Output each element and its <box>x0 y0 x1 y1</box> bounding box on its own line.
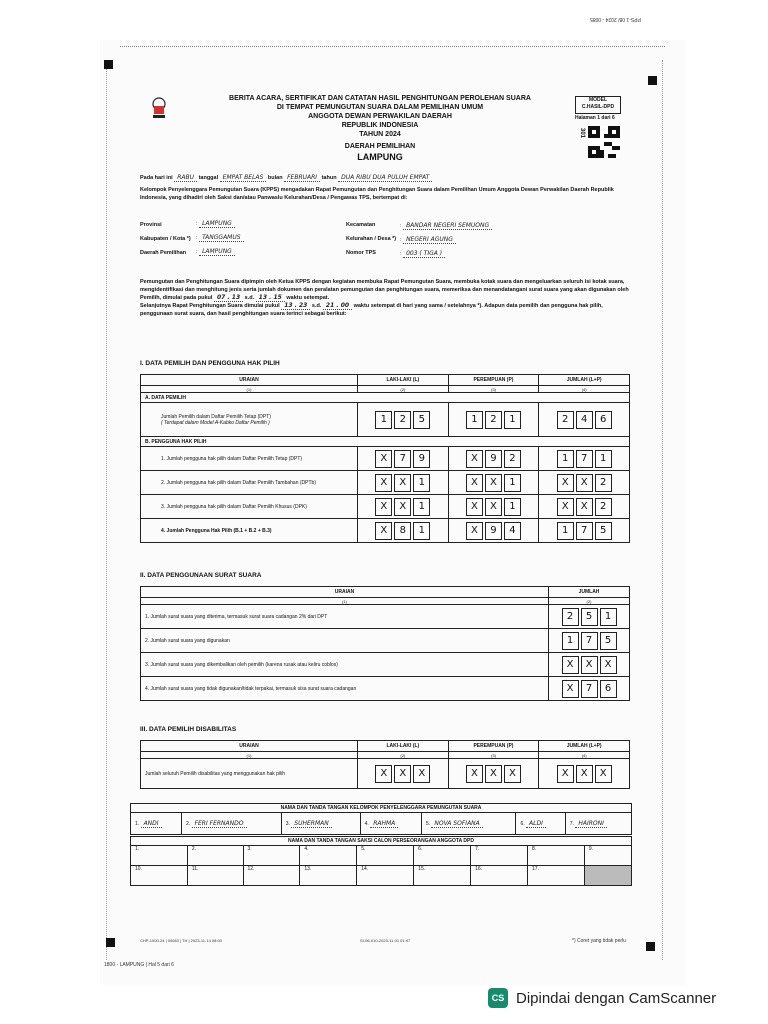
cell-p <box>448 447 539 471</box>
digit-box[interactable]: X <box>562 680 579 698</box>
signature-cell[interactable] <box>421 813 516 835</box>
row-label: Jumlah seluruh Pemilih disabilitas yang menggunakan hak pilih <box>141 759 358 789</box>
signature-cell[interactable]: 7. <box>471 846 528 866</box>
tps-value: 003 ( TIGA ) <box>403 250 445 258</box>
signature-cell[interactable]: 16. <box>471 866 528 886</box>
digit-box[interactable]: X <box>576 765 593 783</box>
digit-box[interactable]: 1 <box>504 474 521 492</box>
row-label: 2. Jumlah surat suara yang digunakan <box>141 629 549 653</box>
section3-title: III. DATA PEMILIH DISABILITAS <box>140 726 237 733</box>
digit-box[interactable]: 8 <box>394 522 411 540</box>
digit-box[interactable]: 9 <box>485 450 502 468</box>
bulan-value: FEBRUARI <box>284 174 320 182</box>
col-header: URAIAN <box>141 587 549 598</box>
sig-name: HAIRONI <box>575 820 607 828</box>
col-header: URAIAN <box>141 375 358 386</box>
table-row <box>141 447 630 471</box>
provinsi-value: LAMPUNG <box>199 220 235 228</box>
digit-box[interactable]: X <box>394 498 411 516</box>
digit-box[interactable]: X <box>562 656 579 674</box>
sig-name: NOVA SOFIANA <box>431 820 482 828</box>
form-title <box>200 94 560 163</box>
jam2-mulai: 13 . 23 <box>281 302 310 310</box>
section2-title: II. DATA PENGGUNAAN SURAT SUARA <box>140 572 262 579</box>
row-label: 4. Jumlah surat suara yang tidak digunakan/tidak terpakai, termasuk sisa surat suara cadangan <box>141 677 549 701</box>
text: s.d. <box>311 303 322 309</box>
cell-p <box>448 495 539 519</box>
body-paragraph <box>140 278 630 318</box>
corner-marker <box>104 60 113 69</box>
table-row <box>141 759 630 789</box>
digit-box[interactable]: 1 <box>562 632 579 650</box>
sig-number: 5. <box>425 821 430 827</box>
digit-box[interactable]: X <box>576 498 593 516</box>
corner-marker <box>106 938 115 947</box>
signature-cell-disabled <box>584 866 631 886</box>
digit-box[interactable]: X <box>375 498 392 516</box>
digit-box[interactable]: 1 <box>504 411 521 429</box>
corner-marker <box>646 942 655 951</box>
digit-box[interactable]: 1 <box>504 498 521 516</box>
digit-box[interactable]: X <box>595 765 612 783</box>
col-number: (4) <box>539 386 630 393</box>
kecamatan-label: Kecamatan <box>346 222 376 228</box>
digit-box[interactable]: 7 <box>576 522 593 540</box>
table-row <box>141 677 630 701</box>
cell-j <box>539 519 630 543</box>
section1-title: I. DATA PEMILIH DAN PENGGUNA HAK PILIH <box>140 360 280 367</box>
digit-box[interactable]: 1 <box>413 498 430 516</box>
col-number: (1) <box>141 386 358 393</box>
digit-box[interactable]: 4 <box>576 411 593 429</box>
digit-box[interactable]: X <box>375 522 392 540</box>
cell-j <box>539 447 630 471</box>
label: tahun <box>321 175 337 181</box>
digit-box[interactable]: X <box>485 765 502 783</box>
table-row <box>141 495 630 519</box>
table-row <box>141 605 630 629</box>
camscanner-logo-icon: CS <box>488 988 508 1008</box>
qr-code-icon <box>588 126 620 158</box>
col-header: LAKI-LAKI (L) <box>358 375 449 386</box>
signature-title: NAMA DAN TANDA TANGAN SAKSI CALON PERSEORANGAN ANGGOTA DPD <box>131 837 632 846</box>
digit-box[interactable]: X <box>557 474 574 492</box>
sig-name: ALDI <box>526 820 546 828</box>
signature-cell[interactable]: 5. <box>357 846 414 866</box>
col-header: JUMLAH (L+P) <box>539 741 630 752</box>
top-code: PPS-1 08/ 2024 - 0085 <box>590 16 641 22</box>
text: waktu setempat di hari yang sama / setelahnya *). Adapun data pemilih dan pengguna hak pilih, penggunaan surat suara, dan hasil penghitungan suara terinci sebagai berikut: <box>140 303 603 317</box>
digit-box[interactable]: X <box>485 474 502 492</box>
title-line: REPUBLIK INDONESIA <box>341 122 419 129</box>
intro-paragraph: Kelompok Penyelenggara Pemungutan Suara (KPPS) mengadakan Rapat Pemungutan dan Penghitungan Suara dalam Pemilihan Umum Anggota Dewan Perwakilan Daerah Republik Indonesia, yang dihadiri oleh Saksi dan/atau Panwaslu Kelurahan/Desa / Pengawas TPS, bertempat di: <box>140 187 614 201</box>
kecamatan-field: : BANDAR NEGERI SEMUONG <box>400 222 492 229</box>
tps-label: Nomor TPS <box>346 250 376 256</box>
dapil-field: : LAMPUNG <box>196 248 235 255</box>
sig-number: 2. <box>186 821 191 827</box>
cell-j <box>539 759 630 789</box>
digit-box[interactable]: X <box>466 522 483 540</box>
kabkota-value: TANGGAMUS <box>199 234 244 242</box>
signature-cell[interactable] <box>182 813 282 835</box>
col-number: (3) <box>448 386 539 393</box>
digit-box[interactable]: 7 <box>576 450 593 468</box>
cell-jumlah <box>549 629 630 653</box>
signature-cell[interactable]: 9. <box>584 846 631 866</box>
col-number: (1) <box>141 752 358 759</box>
digit-box[interactable]: X <box>375 765 392 783</box>
col-number: (2) <box>549 598 630 605</box>
digit-box[interactable]: 9 <box>413 450 430 468</box>
signature-row <box>131 866 632 886</box>
signature-cell[interactable]: 12. <box>243 866 300 886</box>
provinsi-field: : LAMPUNG <box>196 220 235 227</box>
digit-box[interactable]: 7 <box>581 680 598 698</box>
digit-box[interactable]: 4 <box>504 522 521 540</box>
footer-mid-code: SI-06-010-2023-11-01 01:47 <box>360 938 411 943</box>
date-line <box>140 174 630 182</box>
digit-box[interactable]: 5 <box>413 411 430 429</box>
kelurahan-value: NEGERI AGUNG <box>403 236 456 244</box>
title-line: ANGGOTA DEWAN PERWAKILAN DAERAH <box>308 113 452 120</box>
text: waktu setempat. <box>286 295 330 301</box>
kpps-signature-table <box>130 803 632 835</box>
digit-box[interactable]: 2 <box>595 498 612 516</box>
table-row <box>141 629 630 653</box>
col-number: (1) <box>141 598 549 605</box>
dapil-value: LAMPUNG <box>199 248 235 256</box>
digit-box[interactable]: 5 <box>600 632 617 650</box>
signature-cell[interactable]: 6. <box>414 846 471 866</box>
signature-cell[interactable] <box>281 813 360 835</box>
digit-box[interactable]: 6 <box>600 680 617 698</box>
row-label <box>141 403 358 437</box>
cell-l <box>358 495 449 519</box>
sig-name: SUHERMAN <box>291 820 331 828</box>
signature-cell[interactable]: 2. <box>187 846 243 866</box>
signature-cell[interactable] <box>565 813 631 835</box>
cut-line-top <box>120 46 665 47</box>
row-label: 1. Jumlah pengguna hak pilih dalam Daftar Pemilih Tetap (DPT) <box>141 447 358 471</box>
signature-cell[interactable] <box>131 813 182 835</box>
cell-l <box>358 471 449 495</box>
digit-box[interactable]: X <box>466 450 483 468</box>
provinsi-label: Provinsi <box>140 222 162 228</box>
digit-box[interactable]: 1 <box>413 474 430 492</box>
digit-box[interactable]: X <box>375 450 392 468</box>
digit-box[interactable]: X <box>375 474 392 492</box>
digit-box[interactable]: X <box>466 498 483 516</box>
signature-cell[interactable]: 3. <box>243 846 300 866</box>
digit-box[interactable]: 9 <box>485 522 502 540</box>
digit-box[interactable]: 1 <box>557 522 574 540</box>
cell-l <box>358 519 449 543</box>
digit-box[interactable]: X <box>466 765 483 783</box>
digit-box[interactable]: 1 <box>595 450 612 468</box>
digit-box[interactable]: X <box>485 498 502 516</box>
kabkota-field: : TANGGAMUS <box>196 234 244 241</box>
group-label: A. DATA PEMILIH <box>141 393 630 403</box>
col-number: (2) <box>358 386 449 393</box>
text: Pemungutan dan Penghitungan Suara dipimpin oleh Ketua KPPS dengan kegiatan membuka Rapat Pemungutan Suara, membuka kotak suara dan mengeluarkan seluruh isi kotak suara, mengidentifikasi dan menghitung jenis serta jumlah dokumen dan peralatan pemungutan dan penghitungan suara, memeriksa dan menandatangani surat suara yang akan digunakan oleh Pemilih, dimulai pada pukul <box>140 279 629 301</box>
digit-box[interactable]: 2 <box>504 450 521 468</box>
signature-cell[interactable] <box>516 813 565 835</box>
cell-jumlah <box>549 605 630 629</box>
digit-box[interactable]: 7 <box>581 632 598 650</box>
text: Selanjutnya Rapat Penghitungan Suara dimulai pukul <box>140 303 280 309</box>
title-line: DI TEMPAT PEMUNGUTAN SUARA DALAM PEMILIHAN UMUM <box>276 104 484 111</box>
digit-box[interactable]: 1 <box>600 608 617 626</box>
kelurahan-label: Kelurahan / Desa *) <box>346 236 397 242</box>
row-label: 3. Jumlah pengguna hak pilih dalam Daftar Pemilih Khusus (DPK) <box>141 495 358 519</box>
row-label: 2. Jumlah pengguna hak pilih dalam Daftar Pemilih Tambahan (DPTb) <box>141 471 358 495</box>
sig-number: 4. <box>364 821 369 827</box>
sig-name: FERI FERNANDO <box>192 820 247 828</box>
signature-cell[interactable] <box>360 813 421 835</box>
sig-number: 3. <box>285 821 290 827</box>
digit-box[interactable]: X <box>581 656 598 674</box>
footer-code: CHP-1000-24 | 00083 | TH | 2023-11-14 08:00 <box>140 938 222 943</box>
tps-field: : 003 ( TIGA ) <box>400 250 445 257</box>
cell-p <box>448 471 539 495</box>
signature-cell[interactable]: 10. <box>131 866 188 886</box>
digit-box[interactable]: 2 <box>557 411 574 429</box>
digit-box[interactable]: 1 <box>557 450 574 468</box>
jam-selesai: 13 . 15 <box>256 294 285 302</box>
sig-number: 6. <box>520 821 525 827</box>
digit-box[interactable]: X <box>557 498 574 516</box>
qr-number: 301 <box>579 127 586 139</box>
tahun-value: DUA RIBU DUA PULUH EMPAT <box>338 174 432 182</box>
signature-title: NAMA DAN TANDA TANGAN KELOMPOK PENYELENGGARA PEMUNGUTAN SUARA <box>131 804 632 813</box>
text: s.d. <box>244 295 255 301</box>
signature-cell[interactable]: 8. <box>527 846 584 866</box>
cut-line-right <box>662 60 663 960</box>
cell-l <box>358 759 449 789</box>
jam-mulai: 07 . 13 <box>214 294 243 302</box>
digit-box[interactable]: 5 <box>595 522 612 540</box>
tanggal-value: EMPAT BELAS <box>220 174 267 182</box>
cut-line-left <box>106 60 107 960</box>
camscanner-text: Dipindai dengan CamScanner <box>516 989 717 1007</box>
sig-number: 1. <box>135 821 140 827</box>
digit-box[interactable]: 6 <box>595 411 612 429</box>
kelurahan-field: : NEGERI AGUNG <box>400 236 456 243</box>
label: Pada hari ini <box>140 175 173 181</box>
hari-value: RABU <box>174 174 197 182</box>
table-row <box>141 471 630 495</box>
cell-jumlah <box>549 677 630 701</box>
group-label: B. PENGGUNA HAK PILIH <box>141 437 630 447</box>
digit-box[interactable]: 2 <box>394 411 411 429</box>
row-text: Jumlah Pemilih dalam Daftar Pemilih Tetap (DPT) <box>161 413 271 420</box>
digit-box[interactable]: 1 <box>466 411 483 429</box>
title-line: BERITA ACARA, SERTIFIKAT DAN CATATAN HASIL PENGHITUNGAN PEROLEHAN SUARA <box>229 95 531 102</box>
digit-box[interactable]: 2 <box>595 474 612 492</box>
signature-cell[interactable]: 13. <box>300 866 357 886</box>
signature-cell[interactable]: 14. <box>357 866 414 886</box>
cell-j <box>539 471 630 495</box>
daerah-label: DAERAH PEMILIHAN <box>344 143 416 150</box>
digit-box[interactable]: X <box>576 474 593 492</box>
model-line: C.HASIL-DPD <box>581 104 615 110</box>
row-label: 4. Jumlah Pengguna Hak Pilih (B.1 + B.2 + B.3) <box>141 519 358 543</box>
footer-page: 1800 - LAMPUNG | Hal 5 dari 6 <box>104 962 174 968</box>
cell-p <box>448 403 539 437</box>
signature-row <box>131 846 632 866</box>
label: tanggal <box>198 175 219 181</box>
label: bulan <box>267 175 283 181</box>
model-box <box>575 96 621 114</box>
digit-box[interactable]: 1 <box>375 411 392 429</box>
cell-l <box>358 447 449 471</box>
row-label: 1. Jumlah surat suara yang diterima, termasuk surat suara cadangan 2% dari DPT <box>141 605 549 629</box>
digit-box[interactable]: 5 <box>581 608 598 626</box>
cell-p <box>448 759 539 789</box>
footer-note: *) Coret yang tidak perlu <box>572 938 626 944</box>
section3-table <box>140 740 630 789</box>
kecamatan-value: BANDAR NEGERI SEMUONG <box>403 222 492 230</box>
col-header: LAKI-LAKI (L) <box>358 741 449 752</box>
col-number: (4) <box>539 752 630 759</box>
digit-box[interactable]: X <box>504 765 521 783</box>
cell-jumlah <box>549 653 630 677</box>
signature-cell[interactable]: 4. <box>300 846 357 866</box>
table-row <box>141 403 630 437</box>
table-row <box>141 653 630 677</box>
camscanner-watermark <box>488 988 716 1008</box>
section2-table <box>140 586 630 701</box>
col-header: URAIAN <box>141 741 358 752</box>
signature-cell[interactable]: 17. <box>527 866 584 886</box>
model-line: MODEL <box>588 97 608 103</box>
cell-p <box>448 519 539 543</box>
signature-cell[interactable]: 1. <box>131 846 188 866</box>
sig-name: RAHMA <box>370 820 398 828</box>
digit-box[interactable]: 2 <box>485 411 502 429</box>
signature-cell[interactable]: 11. <box>187 866 243 886</box>
signature-cell[interactable]: 15. <box>414 866 471 886</box>
digit-box[interactable]: X <box>557 765 574 783</box>
col-number: (2) <box>358 752 449 759</box>
kabkota-label: Kabupaten / Kota *) <box>140 236 191 242</box>
digit-box[interactable]: X <box>600 656 617 674</box>
section1-table <box>140 374 630 543</box>
corner-marker <box>648 76 657 85</box>
saksi-signature-table <box>130 836 632 886</box>
row-sub: ( Terdapat dalam Model A-Kabko Daftar Pemilih ) <box>161 419 270 426</box>
dapil-label: Daerah Pemilihan <box>140 250 187 256</box>
digit-box[interactable]: X <box>394 765 411 783</box>
page-indicator: Halaman 1 dari 6 <box>575 115 615 121</box>
digit-box[interactable]: 7 <box>394 450 411 468</box>
daerah-name: LAMPUNG <box>357 152 403 162</box>
col-header: PEREMPUAN (P) <box>448 375 539 386</box>
digit-box[interactable]: X <box>394 474 411 492</box>
cell-j <box>539 403 630 437</box>
jam2-selesai: 21 . 00 <box>323 302 352 310</box>
title-line: TAHUN 2024 <box>359 131 401 138</box>
col-number: (3) <box>448 752 539 759</box>
signature-row <box>131 813 632 835</box>
digit-box[interactable]: 2 <box>562 608 579 626</box>
digit-box[interactable]: X <box>413 765 430 783</box>
col-header: PEREMPUAN (P) <box>448 741 539 752</box>
sig-number: 7. <box>569 821 574 827</box>
row-label: 3. Jumlah surat suara yang dikembalikan oleh pemilih (karena rusak atau keliru coblos) <box>141 653 549 677</box>
kpu-logo-icon <box>148 96 170 122</box>
cell-l <box>358 403 449 437</box>
digit-box[interactable]: X <box>466 474 483 492</box>
col-header: JUMLAH <box>549 587 630 598</box>
cell-j <box>539 495 630 519</box>
table-row <box>141 519 630 543</box>
digit-box[interactable]: 1 <box>413 522 430 540</box>
sig-name: ANDI <box>141 820 162 828</box>
col-header: JUMLAH (L+P) <box>539 375 630 386</box>
